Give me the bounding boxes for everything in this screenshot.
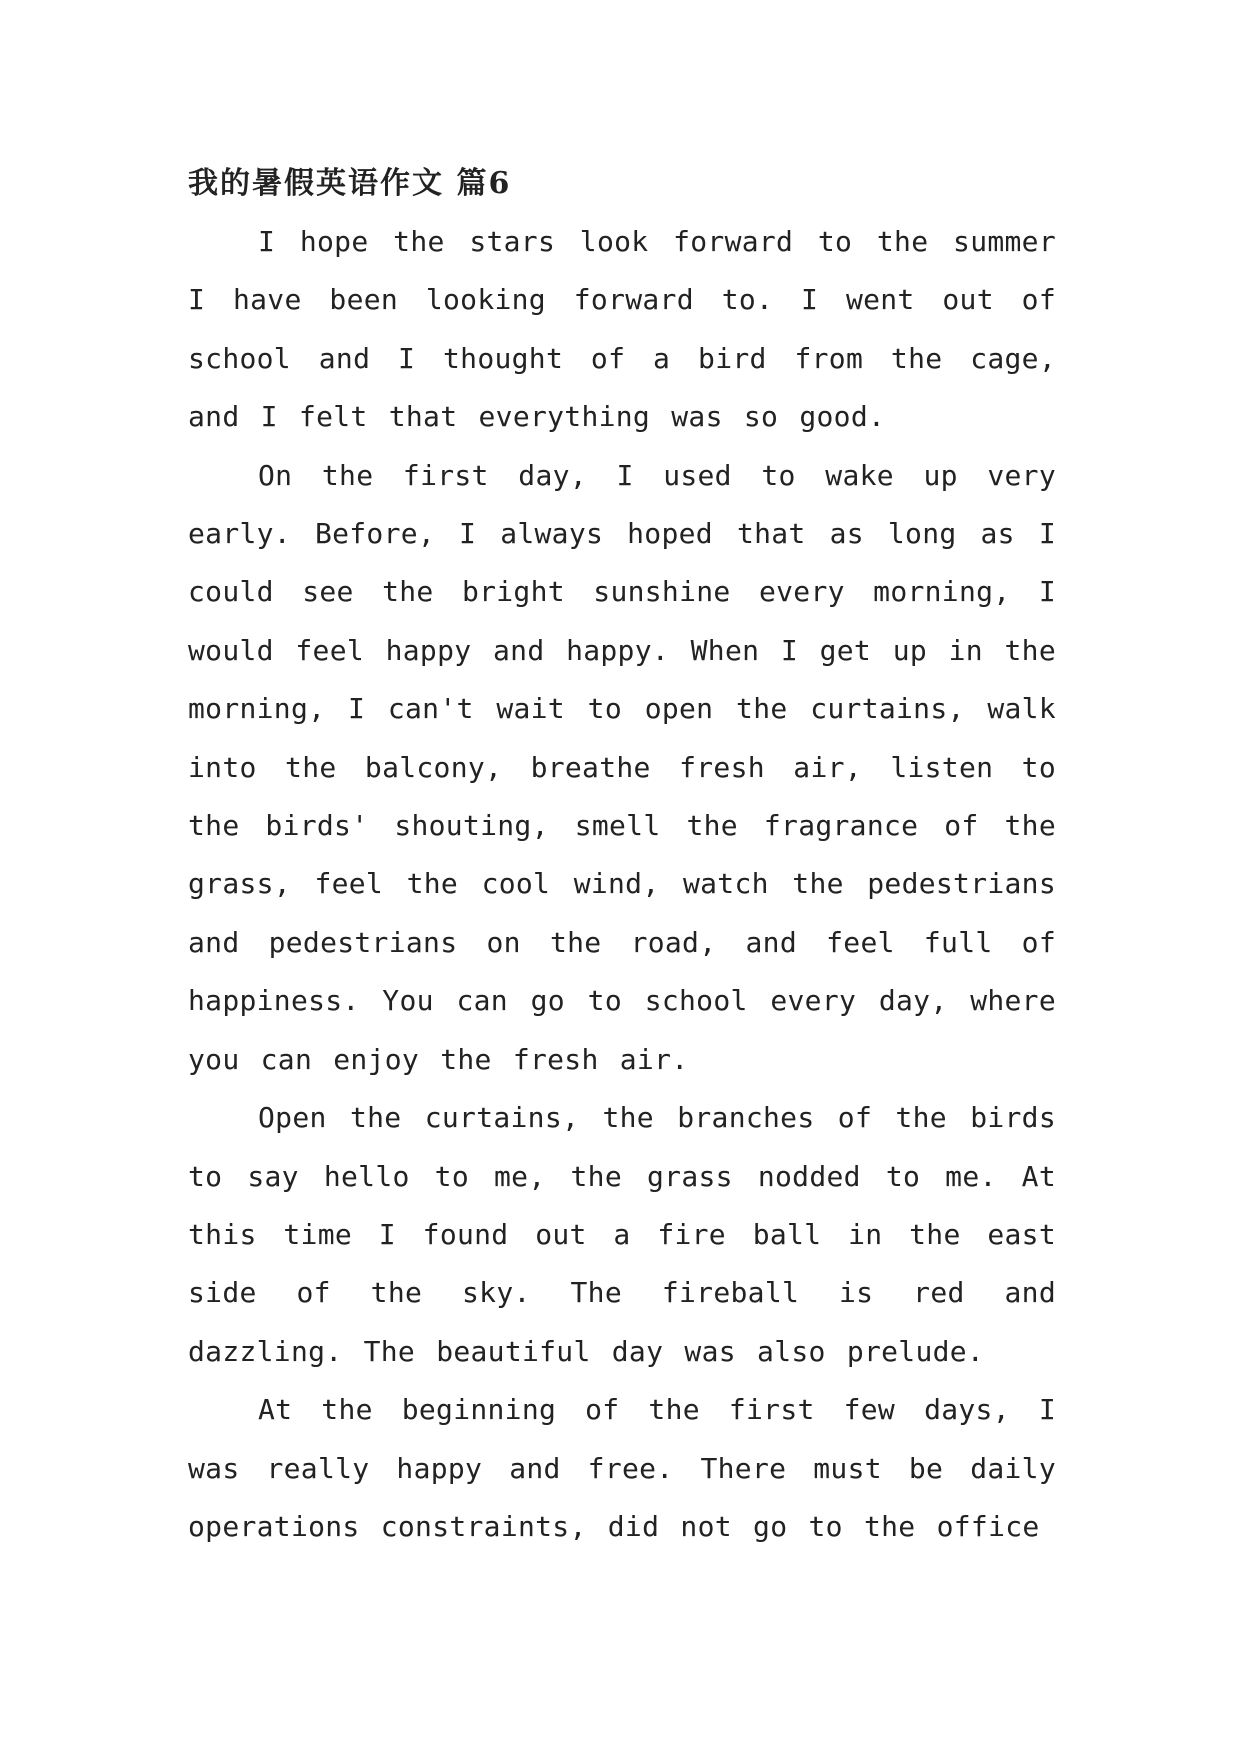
paragraph-3: Open the curtains, the branches of the birds to say hello to me, the grass nodded to me. At this time I found out a fire ball in the east side of the sky. The fireball is red and dazzling. The beautiful day was also prelude. [188,1101,1056,1368]
document-page [188,155,1056,1556]
essay-heading: 我的暑假英语作文 篇6 [188,166,512,201]
paragraph-4: At the beginning of the first few days, I was really happy and free. There must be daily operations constraints, did not go to the office [188,1393,1056,1543]
paragraph-1: I hope the stars look forward to the summer I have been looking forward to. I went out of school and I thought of a bird from the cage, and I felt that everything was so good. [188,225,1056,434]
paragraph-2: On the first day, I used to wake up very early. Before, I always hoped that as long as I could see the bright sunshine every morning, I would feel happy and happy. When I get up in the morning, I can't wait to open the curtains, walk into the balcony, breathe fresh air, listen to the birds' shouting, smell the fragrance of the grass, feel the cool wind, watch the pedestrians and pedestrians on the road, and feel full of happiness. You can go to school every day, where you can enjoy the fresh air. [188,458,1056,1076]
